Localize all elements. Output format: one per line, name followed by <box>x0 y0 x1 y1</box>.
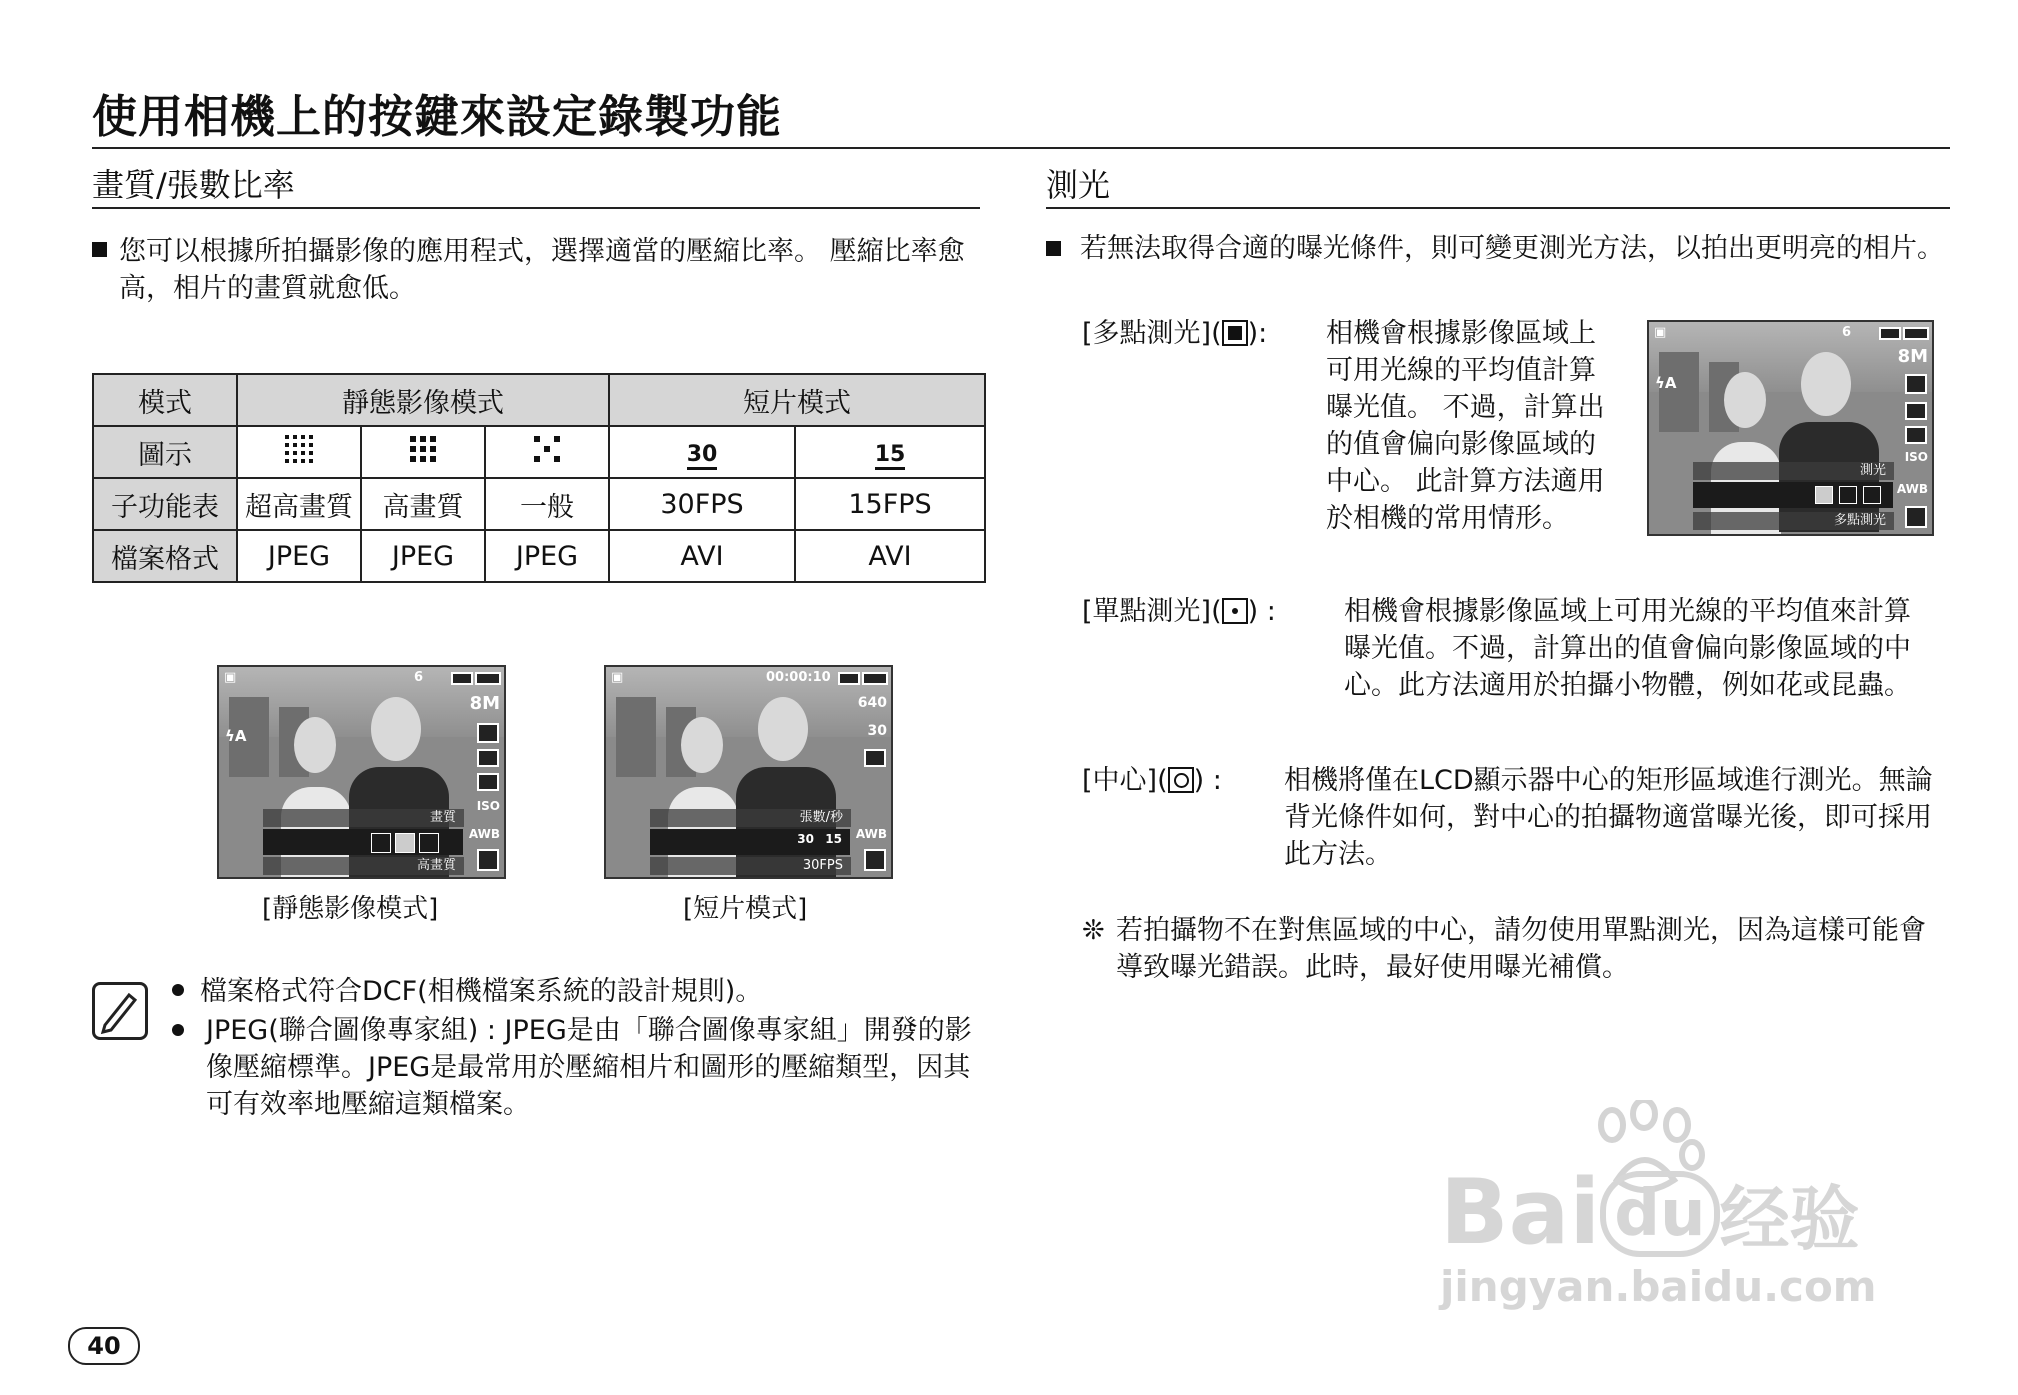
flash-icon: ϟA <box>225 727 247 745</box>
fps-30-icon: 30 <box>609 426 795 478</box>
fps-30-icon: 30 <box>797 832 814 846</box>
table-cell: 15FPS <box>795 478 985 530</box>
setting-band: 測光 <box>1693 462 1894 480</box>
fine-icon <box>361 426 485 478</box>
multi-text: 相機會根據影像區域上可用光線的平均值計算曝光值。 不過，計算出的值會偏向影像區域的中心。 此計算方法適用於相機的常用情形。 <box>1326 318 1605 534</box>
camera-mode-icon: ▣ <box>1654 325 1667 340</box>
watermark-logo: Bai du 经验 <box>1440 1160 1860 1265</box>
recording-time: 00:00:10 <box>766 670 831 685</box>
spot-metering-icon <box>1839 486 1857 504</box>
setting-band: 畫質 <box>263 809 464 827</box>
section-title-quality: 畫質/張數比率 <box>92 166 295 204</box>
exposure-icon <box>864 849 886 871</box>
square-bullet-icon <box>92 242 107 257</box>
table-row <box>93 478 985 530</box>
asterisk-icon: ❊ <box>1082 915 1105 946</box>
quality-side-icon <box>477 723 499 743</box>
title-rule <box>92 147 1950 149</box>
spot-metering-icon <box>1222 598 1248 624</box>
multi-label: [多點測光]( ): <box>1082 318 1268 349</box>
watermark-url: jingyan.baidu.com <box>1440 1262 1877 1311</box>
square-bullet-icon <box>1046 241 1061 256</box>
metering-screen <box>1647 320 1934 536</box>
note-item: JPEG(聯合圖像專家組) : JPEG是由「聯合圖像專家組」開發的影像壓縮標準。JPEG是最常用於壓縮相片和圖形的壓縮類型，因其可有效率地壓縮這類檔案。 <box>172 1012 982 1123</box>
drive-side-icon <box>477 773 499 791</box>
selected-value: 多點測光 <box>1693 512 1894 530</box>
still-caption: [靜態影像模式] <box>262 894 439 924</box>
table-cell: 超高畫質 <box>237 478 361 530</box>
fps-15-icon: 15 <box>795 426 985 478</box>
exposure-icon <box>1905 506 1927 528</box>
exposure-icon <box>477 849 499 871</box>
center-label: [中心]( ) : <box>1082 765 1222 796</box>
camera-mode-icon: ▣ <box>224 670 237 685</box>
bullet-icon <box>172 1024 184 1036</box>
multi-metering-icon <box>1815 486 1833 504</box>
shot-count: 6 <box>414 670 424 685</box>
selection-bar <box>1693 482 1893 508</box>
metering-side-icon <box>1905 402 1927 420</box>
memory-icon <box>1879 327 1901 340</box>
metering-side-icon <box>477 749 499 767</box>
spot-label: [單點測光]( ) : <box>1082 596 1276 627</box>
table-cell: AVI <box>609 530 795 582</box>
setting-band: 張數/秒 <box>650 809 851 827</box>
table-row <box>93 530 985 582</box>
fine-icon <box>395 833 415 853</box>
section-rule-left <box>92 207 980 209</box>
center-metering-icon <box>1863 486 1881 504</box>
image-size-label: 8M <box>1897 346 1928 367</box>
table-cell: 30FPS <box>609 478 795 530</box>
row-label-submenu: 子功能表 <box>93 478 237 530</box>
awb-label: AWB <box>468 827 500 841</box>
still-mode-screen <box>217 665 506 879</box>
center-metering-icon <box>1168 767 1194 793</box>
table-cell: 高畫質 <box>361 478 485 530</box>
fps-15-icon: 15 <box>825 832 842 846</box>
spot-text: 相機會根據影像區域上可用光線的平均值來計算曝光值。不過，計算出的值會偏向影像區域的中心。此方法適用於拍攝小物體，例如花或昆蟲。 <box>1344 596 1911 701</box>
table-cell: JPEG <box>237 530 361 582</box>
row-label-icon: 圖示 <box>93 426 237 478</box>
table-cell: JPEG <box>361 530 485 582</box>
metering-warning: ❊ 若拍攝物不在對焦區域的中心，請勿使用單點測光，因為這樣可能會導致曝光錯誤。此時，最好使用曝光補償。 <box>1082 912 1942 986</box>
flash-icon: ϟA <box>1655 374 1677 392</box>
table-header-mode: 模式 <box>93 374 237 426</box>
normal-icon <box>485 426 609 478</box>
battery-icon <box>475 672 501 685</box>
superfine-icon <box>371 833 391 853</box>
shot-count: 6 <box>1842 325 1852 340</box>
memory-icon <box>838 672 860 685</box>
table-cell: 一般 <box>485 478 609 530</box>
table-row <box>93 426 985 478</box>
row-label-format: 檔案格式 <box>93 530 237 582</box>
image-size-label: 8M <box>469 693 500 714</box>
battery-icon <box>1903 327 1929 340</box>
selection-bar <box>263 829 463 855</box>
movie-caption: [短片模式] <box>683 894 808 924</box>
iso-label: ISO <box>476 799 500 813</box>
quality-table <box>92 373 986 583</box>
awb-label: AWB <box>1896 482 1928 496</box>
movie-mode-icon: ▣ <box>611 670 624 685</box>
section-title-metering: 測光 <box>1046 166 1111 204</box>
table-row <box>93 374 985 426</box>
table-cell: AVI <box>795 530 985 582</box>
awb-label: AWB <box>855 827 887 841</box>
metering-intro: 若無法取得合適的曝光條件，則可變更測光方法，以拍出更明亮的相片。 <box>1046 230 1950 267</box>
bullet-icon <box>172 984 184 996</box>
table-header-still: 靜態影像模式 <box>237 374 609 426</box>
metering-side-icon <box>864 749 886 767</box>
note-item: 檔案格式符合DCF(相機檔案系統的設計規則)。 <box>172 973 982 1010</box>
battery-icon <box>862 672 888 685</box>
movie-mode-screen <box>604 665 893 879</box>
section-rule-right <box>1046 207 1950 209</box>
multi-metering-icon <box>1222 320 1248 346</box>
note-icon <box>92 982 148 1040</box>
table-cell: JPEG <box>485 530 609 582</box>
iso-label: ISO <box>1904 450 1928 464</box>
movie-size-label: 640 <box>857 695 887 711</box>
table-header-movie: 短片模式 <box>609 374 985 426</box>
selected-value: 高畫質 <box>263 857 464 875</box>
selected-value: 30FPS <box>650 857 851 875</box>
normal-icon <box>419 833 439 853</box>
quality-side-icon <box>1905 374 1927 394</box>
selection-bar <box>650 829 850 855</box>
quality-intro: 您可以根據所拍攝影像的應用程式，選擇適當的壓縮比率。 壓縮比率愈高，相片的畫質就愈低。 <box>92 233 982 307</box>
superfine-icon <box>237 426 361 478</box>
drive-side-icon <box>1905 426 1927 444</box>
page-number: 40 <box>68 1327 140 1365</box>
center-text: 相機將僅在LCD顯示器中心的矩形區域進行測光。無論背光條件如何，對中心的拍攝物適當曝光後，即可採用此方法。 <box>1284 765 1933 870</box>
memory-icon <box>451 672 473 685</box>
fps-30-icon: 30 <box>867 723 887 739</box>
page-title: 使用相機上的按鍵來設定錄製功能 <box>92 90 783 143</box>
